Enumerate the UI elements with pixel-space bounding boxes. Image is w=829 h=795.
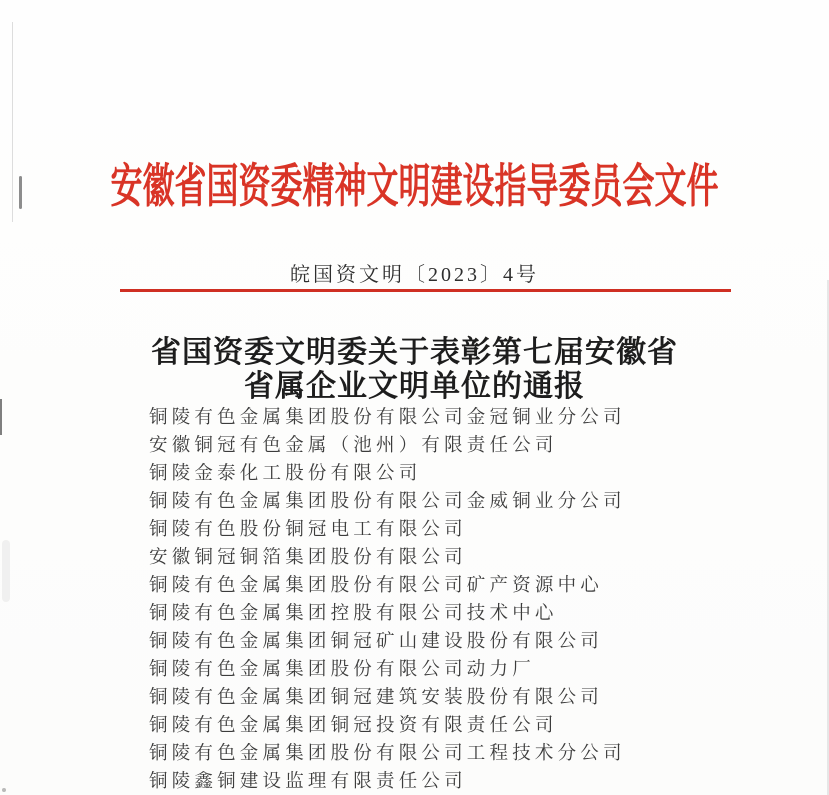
scan-artifact-corner-dot <box>2 788 6 792</box>
awarded-unit-item: 安徽铜冠有色金属（池州）有限责任公司 <box>149 436 558 456</box>
awarded-unit-item: 铜陵有色金属集团铜冠矿山建设股份有限公司 <box>149 632 604 652</box>
awarded-unit-item: 铜陵有色股份铜冠电工有限公司 <box>149 520 467 540</box>
awarded-unit-item: 铜陵有色金属集团控股有限公司技术中心 <box>149 604 558 624</box>
document-number: 皖国资文明〔2023〕4号 <box>290 264 539 286</box>
awarded-unit-list <box>149 404 789 795</box>
awarded-unit-item: 铜陵有色金属集团股份有限公司工程技术分公司 <box>149 744 626 764</box>
awarded-unit-item: 铜陵有色金属集团铜冠建筑安装股份有限公司 <box>149 688 604 708</box>
awarded-unit-item: 安徽铜冠铜箔集团股份有限公司 <box>149 548 467 568</box>
scan-artifact-left-smudge <box>2 540 10 602</box>
awarded-unit-item: 铜陵有色金属集团股份有限公司矿产资源中心 <box>149 576 604 596</box>
notice-title <box>0 336 829 404</box>
scan-artifact-left-line2 <box>0 399 2 435</box>
awarded-unit-item: 铜陵鑫铜建设监理有限责任公司 <box>149 772 467 792</box>
notice-title-line2: 省属企业文明单位的通报 <box>244 370 585 403</box>
red-divider-rule <box>120 289 731 292</box>
notice-title-line1: 省国资委文明委关于表彰第七届安徽省 <box>151 336 678 369</box>
awarded-unit-item: 铜陵有色金属集团股份有限公司金威铜业分公司 <box>149 492 626 512</box>
awarded-unit-item: 铜陵有色金属集团铜冠投资有限责任公司 <box>149 716 558 736</box>
letterhead-title: 安徽省国资委精神文明建设指导委员会文件 <box>110 160 719 213</box>
awarded-unit-item: 铜陵有色金属集团股份有限公司金冠铜业分公司 <box>149 408 626 428</box>
awarded-unit-item: 铜陵金泰化工股份有限公司 <box>149 464 422 484</box>
awarded-unit-item: 铜陵有色金属集团股份有限公司动力厂 <box>149 660 535 680</box>
